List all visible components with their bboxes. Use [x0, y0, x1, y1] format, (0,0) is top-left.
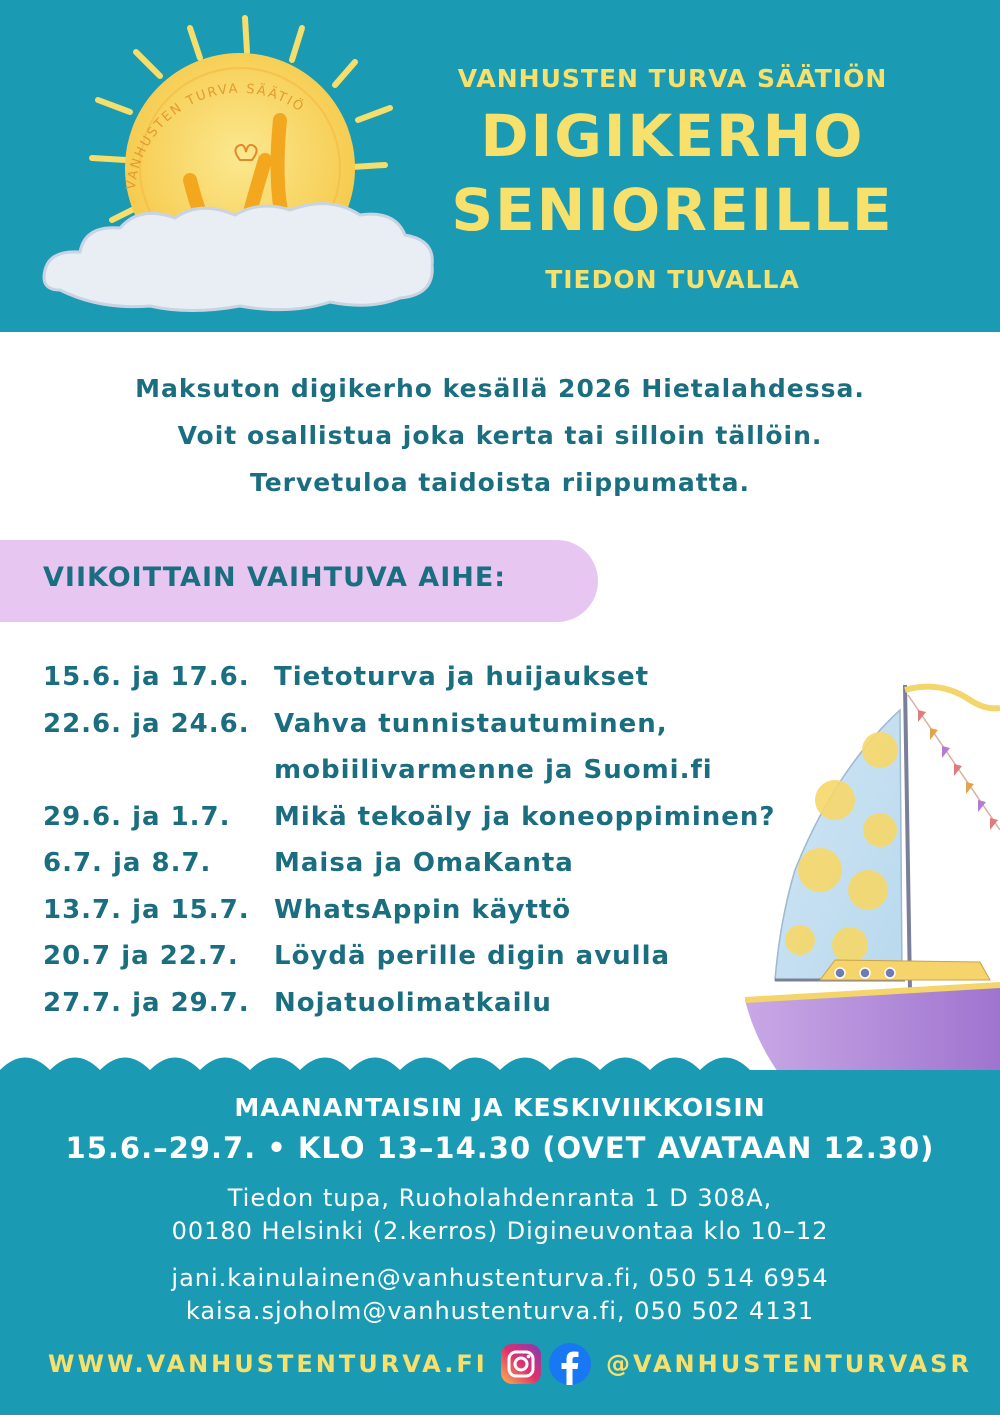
topics-heading-pill	[0, 540, 598, 622]
schedule-row	[43, 840, 803, 887]
schedule-date: 22.6. ja 24.6.	[43, 708, 250, 739]
intro-line: Tervetuloa taidoista riippumatta.	[249, 468, 751, 497]
schedule-row	[43, 887, 803, 934]
schedule-date: 13.7. ja 15.7.	[43, 894, 250, 925]
schedule-row	[43, 933, 803, 980]
organization-name: VANHUSTEN TURVA SÄÄTIÖN	[457, 64, 888, 93]
svg-text:VANHUSTEN TURVA SÄÄTIÖ: VANHUSTEN TURVA SÄÄTIÖ	[123, 81, 308, 191]
instagram-icon[interactable]	[499, 1342, 543, 1386]
intro-line: Maksuton digikerho kesällä 2026 Hietalahdessa.	[135, 374, 865, 403]
title-block	[450, 60, 895, 294]
schedule-topic: Maisa ja OmaKanta	[274, 848, 574, 879]
schedule-topic: Löydä perille digin avulla	[274, 941, 671, 972]
meeting-days: MAANANTAISIN JA KESKIVIIKKOISIN	[234, 1093, 766, 1122]
schedule-topic: WhatsAppin käyttö	[274, 894, 572, 925]
sailboat-icon	[740, 680, 1000, 1080]
page-subtitle: TIEDON TUVALLA	[545, 265, 800, 294]
intro-text	[0, 365, 1000, 506]
contact-line[interactable]: kaisa.sjoholm@vanhustenturva.fi, 050 502 4131	[185, 1297, 815, 1325]
schedule-row	[43, 980, 803, 1027]
schedule-list	[43, 654, 803, 1026]
schedule-topic: Tietoturva ja huijaukset	[274, 662, 650, 693]
sun-cloud-logo-icon	[40, 10, 450, 330]
footer-banner	[0, 1070, 1000, 1415]
schedule-row	[43, 794, 803, 841]
sun-logo	[40, 10, 450, 330]
page-title-line1: DIGIKERHO	[480, 102, 865, 170]
address-line: 00180 Helsinki (2.kerros) Digineuvontaa klo 10–12	[171, 1217, 829, 1245]
address-line: Tiedon tupa, Ruoholahdenranta 1 D 308A,	[227, 1184, 773, 1212]
address	[0, 1182, 1000, 1248]
intro-line: Voit osallistua joka kerta tai silloin tällöin.	[177, 421, 823, 450]
schedule-row	[43, 654, 803, 701]
page-title-line2: SENIOREILLE	[451, 176, 894, 244]
schedule-topic: Mikä tekoäly ja koneoppiminen?	[274, 801, 776, 832]
social-bar	[0, 1325, 1000, 1405]
header-banner	[0, 0, 1000, 332]
schedule-row	[43, 747, 803, 794]
website-link[interactable]: WWW.VANHUSTENTURVA.FI	[48, 1350, 488, 1378]
topics-heading: VIIKOITTAIN VAIHTUVA AIHE:	[43, 562, 507, 593]
schedule-date: 15.6. ja 17.6.	[43, 662, 250, 693]
contact-info	[0, 1262, 1000, 1328]
social-handle[interactable]: @VANHUSTENTURVASR	[606, 1350, 972, 1378]
meeting-time: 15.6.–29.7. • KLO 13–14.30 (OVET AVATAAN 12.30)	[65, 1131, 935, 1165]
sailboat-illustration	[740, 680, 1000, 1080]
facebook-icon[interactable]	[548, 1342, 592, 1386]
schedule-topic: Vahva tunnistautuminen,	[274, 708, 668, 739]
schedule-row	[43, 701, 803, 748]
schedule-date: 29.6. ja 1.7.	[43, 801, 231, 832]
schedule-date: 20.7 ja 22.7.	[43, 941, 239, 972]
schedule-topic: Nojatuolimatkailu	[274, 987, 552, 1018]
contact-line[interactable]: jani.kainulainen@vanhustenturva.fi, 050 514 6954	[171, 1264, 829, 1292]
schedule-topic: mobiilivarmenne ja Suomi.fi	[274, 755, 713, 786]
schedule-date: 6.7. ja 8.7.	[43, 848, 212, 879]
schedule-date: 27.7. ja 29.7.	[43, 987, 250, 1018]
